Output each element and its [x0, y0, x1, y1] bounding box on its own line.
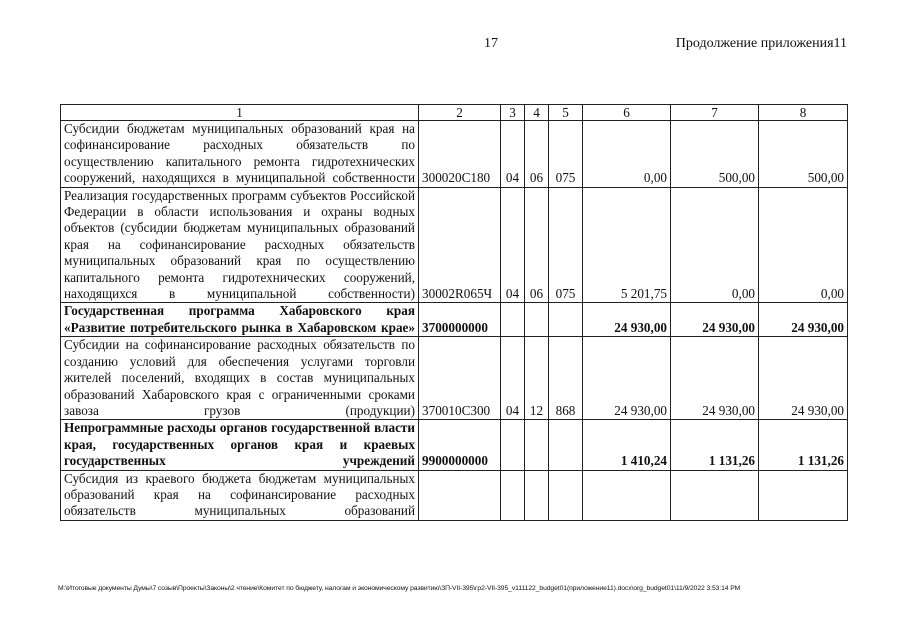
column-header: 1	[61, 105, 419, 121]
row-code	[419, 470, 501, 520]
row-value-col7: 24 930,00	[671, 337, 759, 420]
row-description: Субсидия из краевого бюджета бюджетам муниципальных образований края на софинансирование расходных обязательств муниципальных образований	[61, 470, 419, 520]
row-code: 30002R065Ч	[419, 187, 501, 303]
column-header: 8	[759, 105, 848, 121]
table-row	[61, 187, 848, 303]
row-value-col6: 24 930,00	[583, 303, 671, 337]
row-description: Субсидии на софинансирование расходных обязательств по созданию условий для обеспечения услугами торговли жителей поселений, входящих в состав муниципальных образований Хабаровского края с ограниченными сроками завоза грузов (продукции)	[61, 337, 419, 420]
table-row	[61, 337, 848, 420]
table-row	[61, 121, 848, 188]
budget-table	[60, 104, 848, 521]
row-value-col6: 24 930,00	[583, 337, 671, 420]
row-value-col8: 0,00	[759, 187, 848, 303]
row-description: Реализация государственных программ субъектов Российской Федерации в области использования и охраны водных объектов (субсидии бюджетам муниципальных образований края на софинансирование расходных обязательств муниципальных образований края по осуществлению капитального ремонта гидротехнических сооружений, находящихся в муниципальной собственности)	[61, 187, 419, 303]
row-expense-type	[549, 303, 583, 337]
row-expense-type	[549, 420, 583, 470]
row-value-col8: 24 930,00	[759, 303, 848, 337]
row-code: 9900000000	[419, 420, 501, 470]
row-section: 04	[501, 337, 525, 420]
row-subsection	[525, 470, 549, 520]
row-value-col6: 0,00	[583, 121, 671, 188]
row-description: Субсидии бюджетам муниципальных образований края на софинансирование расходных обязательств по осуществлению капитального ремонта гидротехнических сооружений, находящихся в муниципальной собственности	[61, 121, 419, 188]
row-subsection: 06	[525, 187, 549, 303]
row-description: Непрограммные расходы органов государственной власти края, государственных органов края и краевых государственных учреждений	[61, 420, 419, 470]
header-row	[61, 105, 848, 121]
column-header: 6	[583, 105, 671, 121]
row-value-col7: 24 930,00	[671, 303, 759, 337]
row-subsection: 12	[525, 337, 549, 420]
row-code: 3700000000	[419, 303, 501, 337]
column-header: 3	[501, 105, 525, 121]
row-value-col8	[759, 470, 848, 520]
table-row	[61, 470, 848, 520]
file-path-footer: М:\Итоговые документы Думы\7 созыв\Проекты\Законы\2 чтение\Комитет по бюджету, налогам и экономическому развитию\ЗП-VII-395\гр2-VII-395_v111122_budget01(приложение11).docx\org_budget01\11/9/2022 3:53:14 PM	[58, 585, 741, 592]
table-row	[61, 420, 848, 470]
row-value-col6	[583, 470, 671, 520]
row-section	[501, 303, 525, 337]
row-expense-type	[549, 470, 583, 520]
row-value-col7: 1 131,26	[671, 420, 759, 470]
row-expense-type: 868	[549, 337, 583, 420]
row-value-col7: 500,00	[671, 121, 759, 188]
row-subsection: 06	[525, 121, 549, 188]
continuation-label: Продолжение приложения11	[675, 36, 847, 51]
row-code: 370010С300	[419, 337, 501, 420]
row-subsection	[525, 420, 549, 470]
column-header: 7	[671, 105, 759, 121]
row-section	[501, 420, 525, 470]
column-header: 5	[549, 105, 583, 121]
row-description: Государственная программа Хабаровского края «Развитие потребительского рынка в Хабаровском крае»	[61, 303, 419, 337]
row-expense-type: 075	[549, 187, 583, 303]
row-value-col7	[671, 470, 759, 520]
row-value-col7: 0,00	[671, 187, 759, 303]
row-value-col6: 1 410,24	[583, 420, 671, 470]
row-section: 04	[501, 121, 525, 188]
page-number: 17	[484, 36, 498, 51]
row-expense-type: 075	[549, 121, 583, 188]
row-section	[501, 470, 525, 520]
row-code: 300020С180	[419, 121, 501, 188]
column-header: 4	[525, 105, 549, 121]
row-value-col6: 5 201,75	[583, 187, 671, 303]
table-row	[61, 303, 848, 337]
row-value-col8: 24 930,00	[759, 337, 848, 420]
row-value-col8: 500,00	[759, 121, 848, 188]
row-section: 04	[501, 187, 525, 303]
row-value-col8: 1 131,26	[759, 420, 848, 470]
column-header: 2	[419, 105, 501, 121]
row-subsection	[525, 303, 549, 337]
